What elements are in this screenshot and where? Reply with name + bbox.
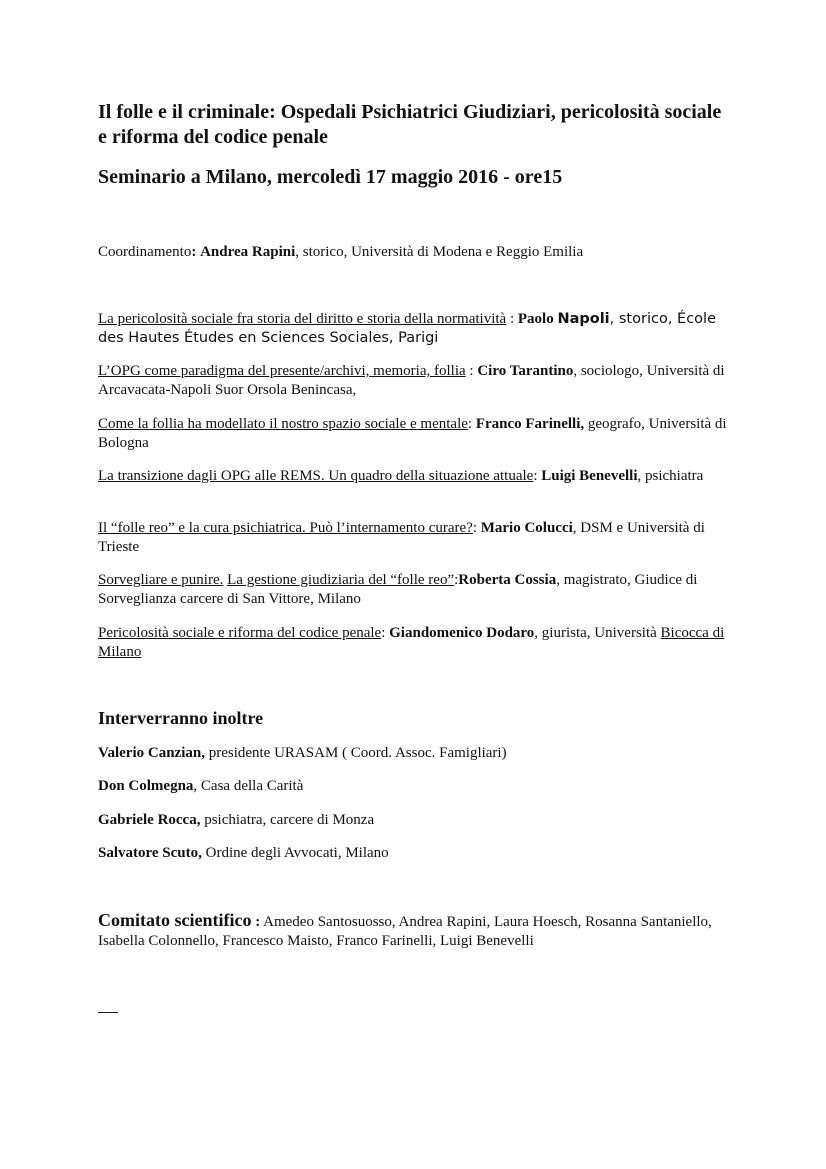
speaker-detail: Ordine degli Avvocati, Milano	[201, 845, 389, 861]
talk-item	[98, 415, 728, 453]
talk-separator: :	[506, 311, 518, 327]
talk-speaker-last-name: Napoli	[557, 311, 610, 327]
talk-speaker-name: Ciro Tarantino	[477, 363, 574, 379]
talk-speaker-detail: geografo, Università di Bologna	[98, 416, 727, 451]
committee-members: Amedeo Santosuosso, Andrea Rapini, Laura Hoesch, Rosanna Santaniello, Isabella Colonnello, Francesco Maisto, Franco Farinelli, Luigi Benevelli	[98, 914, 712, 949]
speaker-detail: , Casa della Carità	[193, 778, 304, 794]
talk-speaker-detail: , giurista, Università	[534, 625, 661, 641]
coordination-colon: :	[191, 244, 197, 260]
talk-speaker-name: Luigi Benevelli	[541, 468, 638, 484]
coordination-detail: , storico, Università di Modena e Reggio Emilia	[295, 244, 584, 260]
talk-item	[98, 624, 728, 662]
talk-separator: :	[454, 572, 459, 588]
speaker-detail: presidente URASAM ( Coord. Assoc. Famigliari)	[204, 745, 507, 761]
talk-item	[98, 310, 728, 348]
talk-speaker-detail: , DSM e Università di Trieste	[98, 520, 705, 555]
speaker-name: Don Colmegna	[98, 778, 194, 794]
document-title: Il folle e il criminale: Ospedali Psichiatrici Giudiziari, pericolosità sociale e riforma del codice penale	[98, 101, 722, 148]
talk-separator: :	[381, 625, 390, 641]
document-subtitle: Seminario a Milano, mercoledì 17 maggio 2016 - ore15	[98, 166, 563, 188]
speaker-name: Salvatore Scuto,	[98, 845, 202, 861]
talk-separator: :	[465, 363, 478, 379]
talk-speaker-detail: , psichiatra	[637, 468, 704, 484]
talk-topic: Come la follia ha modellato il nostro spazio sociale e mentale	[98, 416, 468, 432]
coordination-name: Andrea Rapini	[200, 244, 296, 260]
talk-speaker-detail: , sociologo, Università di Arcavacata-Napoli Suor Orsola Benincasa,	[98, 363, 725, 398]
talk-topic-part-b: La gestione giudiziaria del “folle reo”	[227, 572, 455, 588]
talk-separator: :	[472, 520, 481, 536]
talk-separator: :	[467, 416, 476, 432]
talk-item	[98, 571, 728, 609]
footnote-separator	[98, 1012, 118, 1013]
talk-separator: :	[533, 468, 542, 484]
talk-topic: Pericolosità sociale e riforma del codice penale	[98, 625, 382, 641]
talk-speaker-first-name: Paolo	[517, 311, 558, 327]
talk-item	[98, 362, 728, 400]
speaker-item	[98, 811, 728, 830]
speaker-name: Valerio Canzian,	[98, 745, 205, 761]
committee-label: Comitato scientifico	[98, 910, 252, 930]
speakers-heading: Interverranno inoltre	[98, 708, 264, 728]
talk-speaker-name: Roberta Cossia	[458, 572, 557, 588]
speaker-item	[98, 744, 728, 763]
talk-speaker-name: Giandomenico Dodaro	[389, 625, 535, 641]
speaker-name: Gabriele Rocca,	[98, 812, 201, 828]
talk-item	[98, 519, 728, 557]
talk-topic: La pericolosità sociale fra storia del diritto e storia della normatività	[98, 311, 507, 327]
talk-topic: La transizione dagli OPG alle REMS. Un quadro della situazione attuale	[98, 468, 534, 484]
speaker-detail: psichiatra, carcere di Monza	[200, 812, 375, 828]
talk-item	[98, 467, 728, 486]
talk-speaker-detail: , magistrato, Giudice di Sorveglianza carcere di San Vittore, Milano	[98, 572, 698, 607]
speaker-item	[98, 844, 728, 863]
talk-topic-part-a: Sorvegliare e punire.	[98, 572, 224, 588]
talk-speaker-name: Franco Farinelli,	[475, 416, 585, 432]
talk-topic: Il “folle reo” e la cura psichiatrica. Può l’internamento curare?	[98, 520, 473, 536]
speaker-item	[98, 777, 728, 796]
coordination-line	[98, 243, 728, 262]
talk-speaker-detail-underlined: Bicocca di Milano	[98, 625, 725, 660]
talk-speaker-detail: , storico, École des Hautes Études en Sciences Sociales, Parigi	[98, 311, 716, 346]
talk-topic: L’OPG come paradigma del presente/archivi, memoria, follia	[98, 363, 466, 379]
committee-line	[98, 911, 728, 951]
talk-speaker-name: Mario Colucci	[480, 520, 573, 536]
coordination-label: Coordinamento	[98, 244, 192, 260]
committee-colon: :	[251, 914, 261, 930]
